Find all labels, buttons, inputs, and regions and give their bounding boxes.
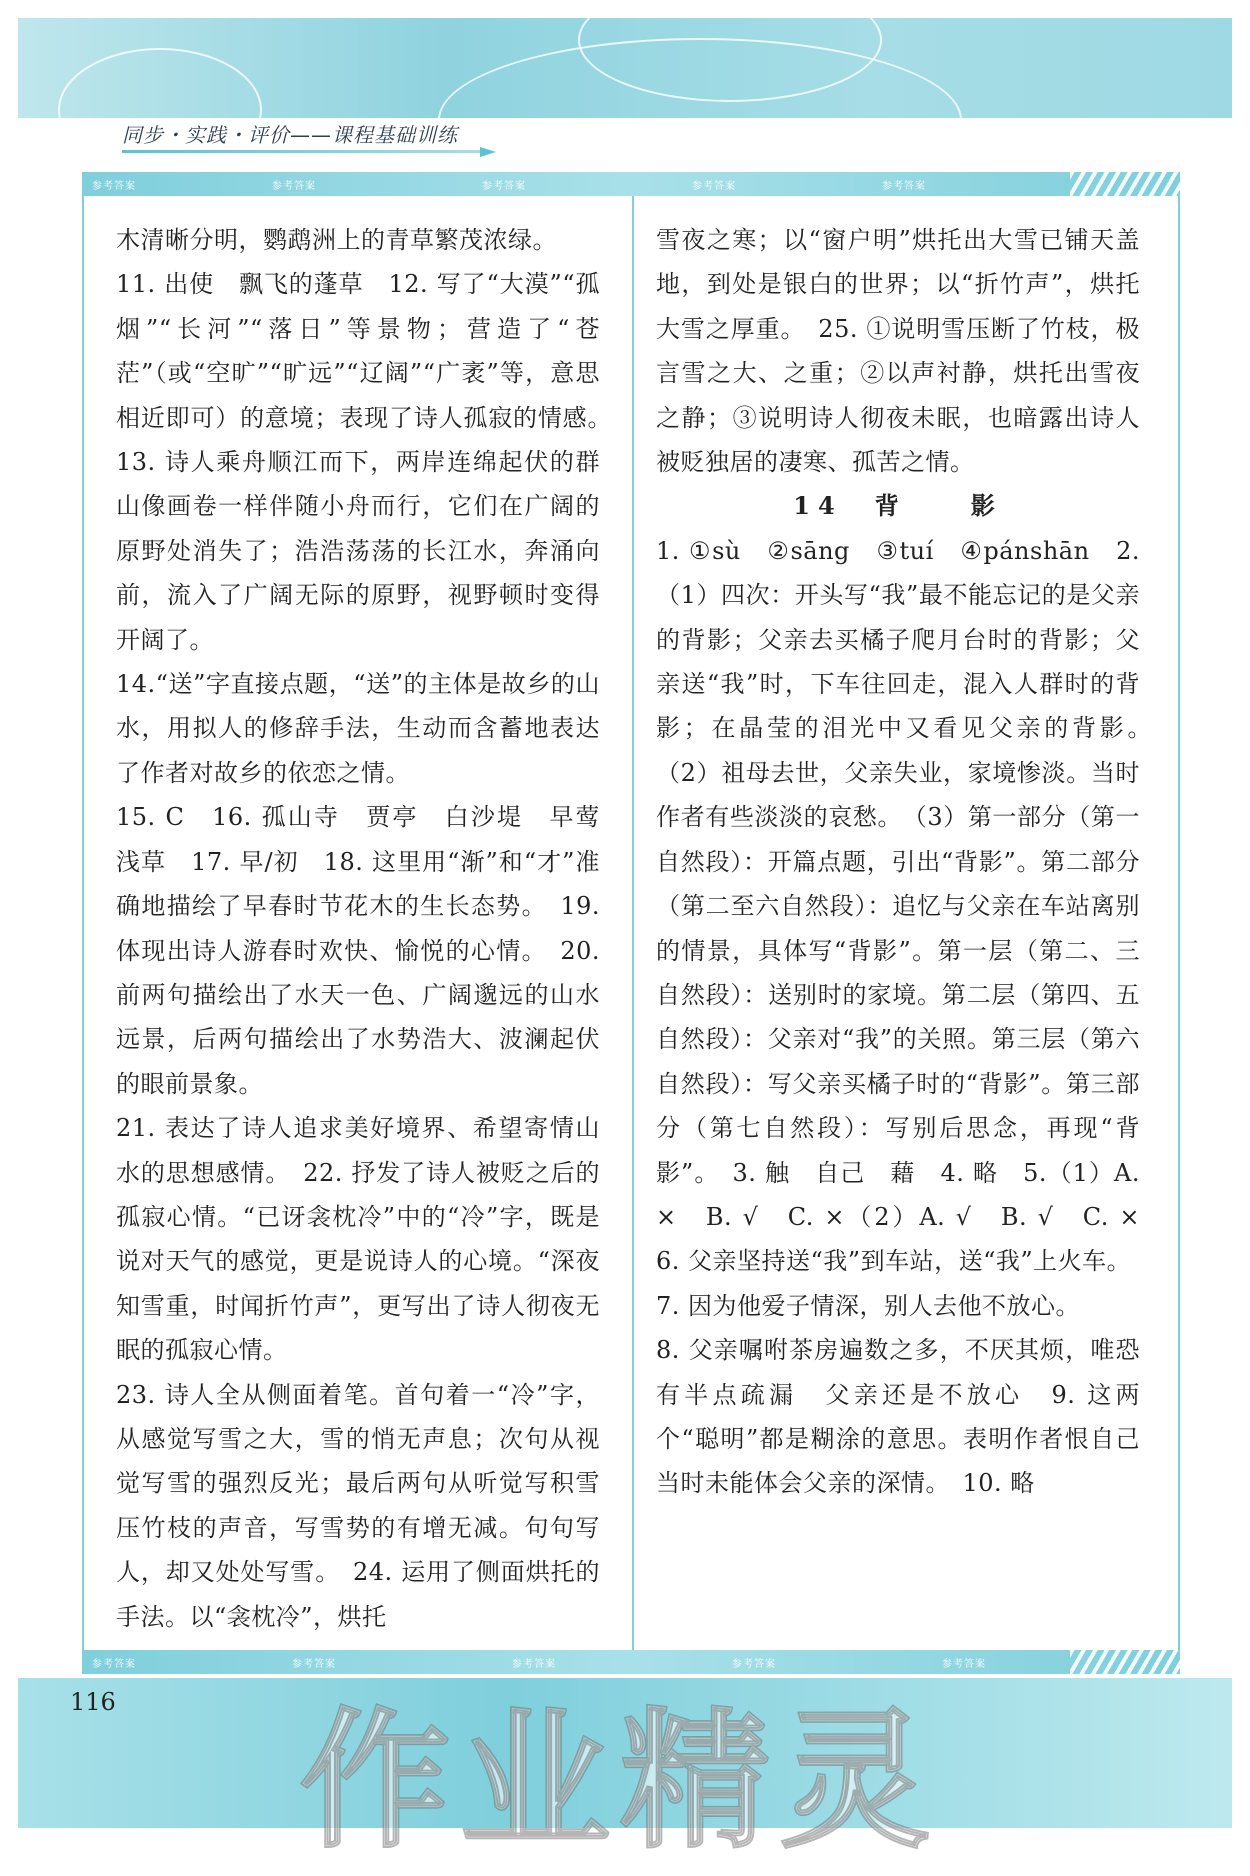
answer-paragraph: 23. 诗人全从侧面着笔。首句着一“冷”字，从感觉写雪之大，雪的悄无声息；次句从视觉写雪的强烈反光；最后两句从听觉写积雪压竹枝的声音，写雪势的有增无减。句句写人，却又处处写雪。 24. 运用了侧面烘托的手法。以“衾枕冷”，烘托 xyxy=(116,1380,600,1631)
watermark: 作业精灵 xyxy=(300,1695,941,1869)
strip-tag: 参考答案 xyxy=(692,181,736,192)
strip-tag: 参考答案 xyxy=(92,1659,136,1670)
left-column xyxy=(116,218,625,1639)
strip-tag: 参考答案 xyxy=(482,181,526,192)
strip-tag: 参考答案 xyxy=(512,1659,556,1670)
answer-paragraph: 14.“送”字直接点题，“送”的主体是故乡的山水，用拟人的修辞手法，生动而含蓄地表达了作者对故乡的依恋之情。 xyxy=(116,670,600,787)
running-header-title: 同步・实践・评价——课程基础训练 xyxy=(122,123,458,147)
answer-paragraph: 木清晰分明，鹦鹉洲上的青草繁茂浓绿。 xyxy=(116,226,557,254)
hatch-decoration xyxy=(1070,1650,1180,1674)
strip-tag: 参考答案 xyxy=(882,181,926,192)
hatch-decoration xyxy=(1070,172,1180,196)
strip-tag: 参考答案 xyxy=(272,181,316,192)
header-arrow-icon xyxy=(480,147,496,157)
answer-paragraph: 11. 出使 飘飞的蓬草 12. 写了“大漠”“孤烟”“长河”“落日”等景物；营造了“苍茫”（或“空旷”“旷远”“辽阔”“广袤”等，意思相近即可）的意境；表现了诗人孤寂的情感。 13. 诗人乘舟顺江而下，两岸连绵起伏的群山像画卷一样伴随小舟而行，它们在广阔的原野处消失了；浩浩荡荡的长江水，奔涌向前，流入了广阔无际的原野，视野顿时变得开阔了。 xyxy=(116,270,625,654)
header-underline xyxy=(122,150,482,153)
strip-tag: 参考答案 xyxy=(292,1659,336,1670)
answer-paragraph: 1. ①sù ②sāng ③tuí ④pánshān 2.（1）四次：开头写“我”最不能忘记的是父亲的背影；父亲去买橘子爬月台时的背影；父亲送“我”时，下车往回走，混入人群时的背影；在晶莹的泪光中又看见父亲的背影。 （2）祖母去世，父亲失业，家境惨淡。当时作者有些淡淡的哀愁。 （3）第一部分（第一自然段）：开篇点题，引出“背影”。第二部分（第二至六自然段）：追忆与父亲在车站离别的情景，具体写“背影”。第一层（第二、三自然段）：送别时的家境。第二层（第四、五自然段）：父亲对“我”的关照。第三层（第六自然段）：写父亲买橘子时的“背影”。第三部分（第七自然段）：写别后思念，再现“背影”。 3. 触 自己 藉 4. 略 5.（1）A. × B. √ C. ×（2）A. √ B. √ C. × 6. 父亲坚持送“我”到车站，送“我”上火车。 xyxy=(656,536,1165,1276)
answer-paragraph: 8. 父亲嘱咐茶房遍数之多，不厌其烦，唯恐有半点疏漏 父亲还是不放心 9. 这两个“聪明”都是糊涂的意思。表明作者恨自己当时未能体会父亲的深情。 10. 略 xyxy=(656,1336,1140,1498)
answer-paragraph: 15. C 16. 孤山寺 贾亭 白沙堤 早莺 浅草 17. 早/初 18. 这里用“渐”和“才”准确地描绘了早春时节花木的生长态势。 19. 体现出诗人游春时欢快、愉悦的心情。 20. 前两句描绘出了水天一色、广阔邈远的山水远景，后两句描绘出了水势浩大、波澜起伏的眼前景象。 xyxy=(116,803,625,1098)
section-title: 14 背 影 xyxy=(793,491,1003,521)
answer-paragraph: 7. 因为他爱子情深，别人去他不放心。 xyxy=(656,1291,1081,1320)
strip-tag: 参考答案 xyxy=(732,1659,776,1670)
header-banner xyxy=(18,18,1232,118)
column-divider xyxy=(632,196,634,1664)
answer-paragraph: 雪夜之寒；以“窗户明”烘托出大雪已铺天盖地，到处是银白的世界；以“折竹声”，烘托大雪之厚重。 25. ①说明雪压断了竹枝，极言雪之大、之重；②以声衬静，烘托出雪夜之静；③说明诗人彻夜未眠，也暗露出诗人被贬独居的凄寒、孤苦之情。 xyxy=(656,226,1140,477)
right-column xyxy=(656,218,1165,1506)
answer-paragraph: 21. 表达了诗人追求美好境界、希望寄情山水的思想感情。 22. 抒发了诗人被贬之后的孤寂心情。“已讶衾枕冷”中的“冷”字，既是说对天气的感觉，更是说诗人的心境。“深夜知雪重，时闻折竹声”，更写出了诗人彻夜无眠的孤寂心情。 xyxy=(116,1114,600,1365)
strip-tag: 参考答案 xyxy=(942,1659,986,1670)
strip-tag: 参考答案 xyxy=(92,181,136,192)
page-number: 116 xyxy=(70,1688,116,1716)
top-answer-strip xyxy=(82,172,1180,196)
